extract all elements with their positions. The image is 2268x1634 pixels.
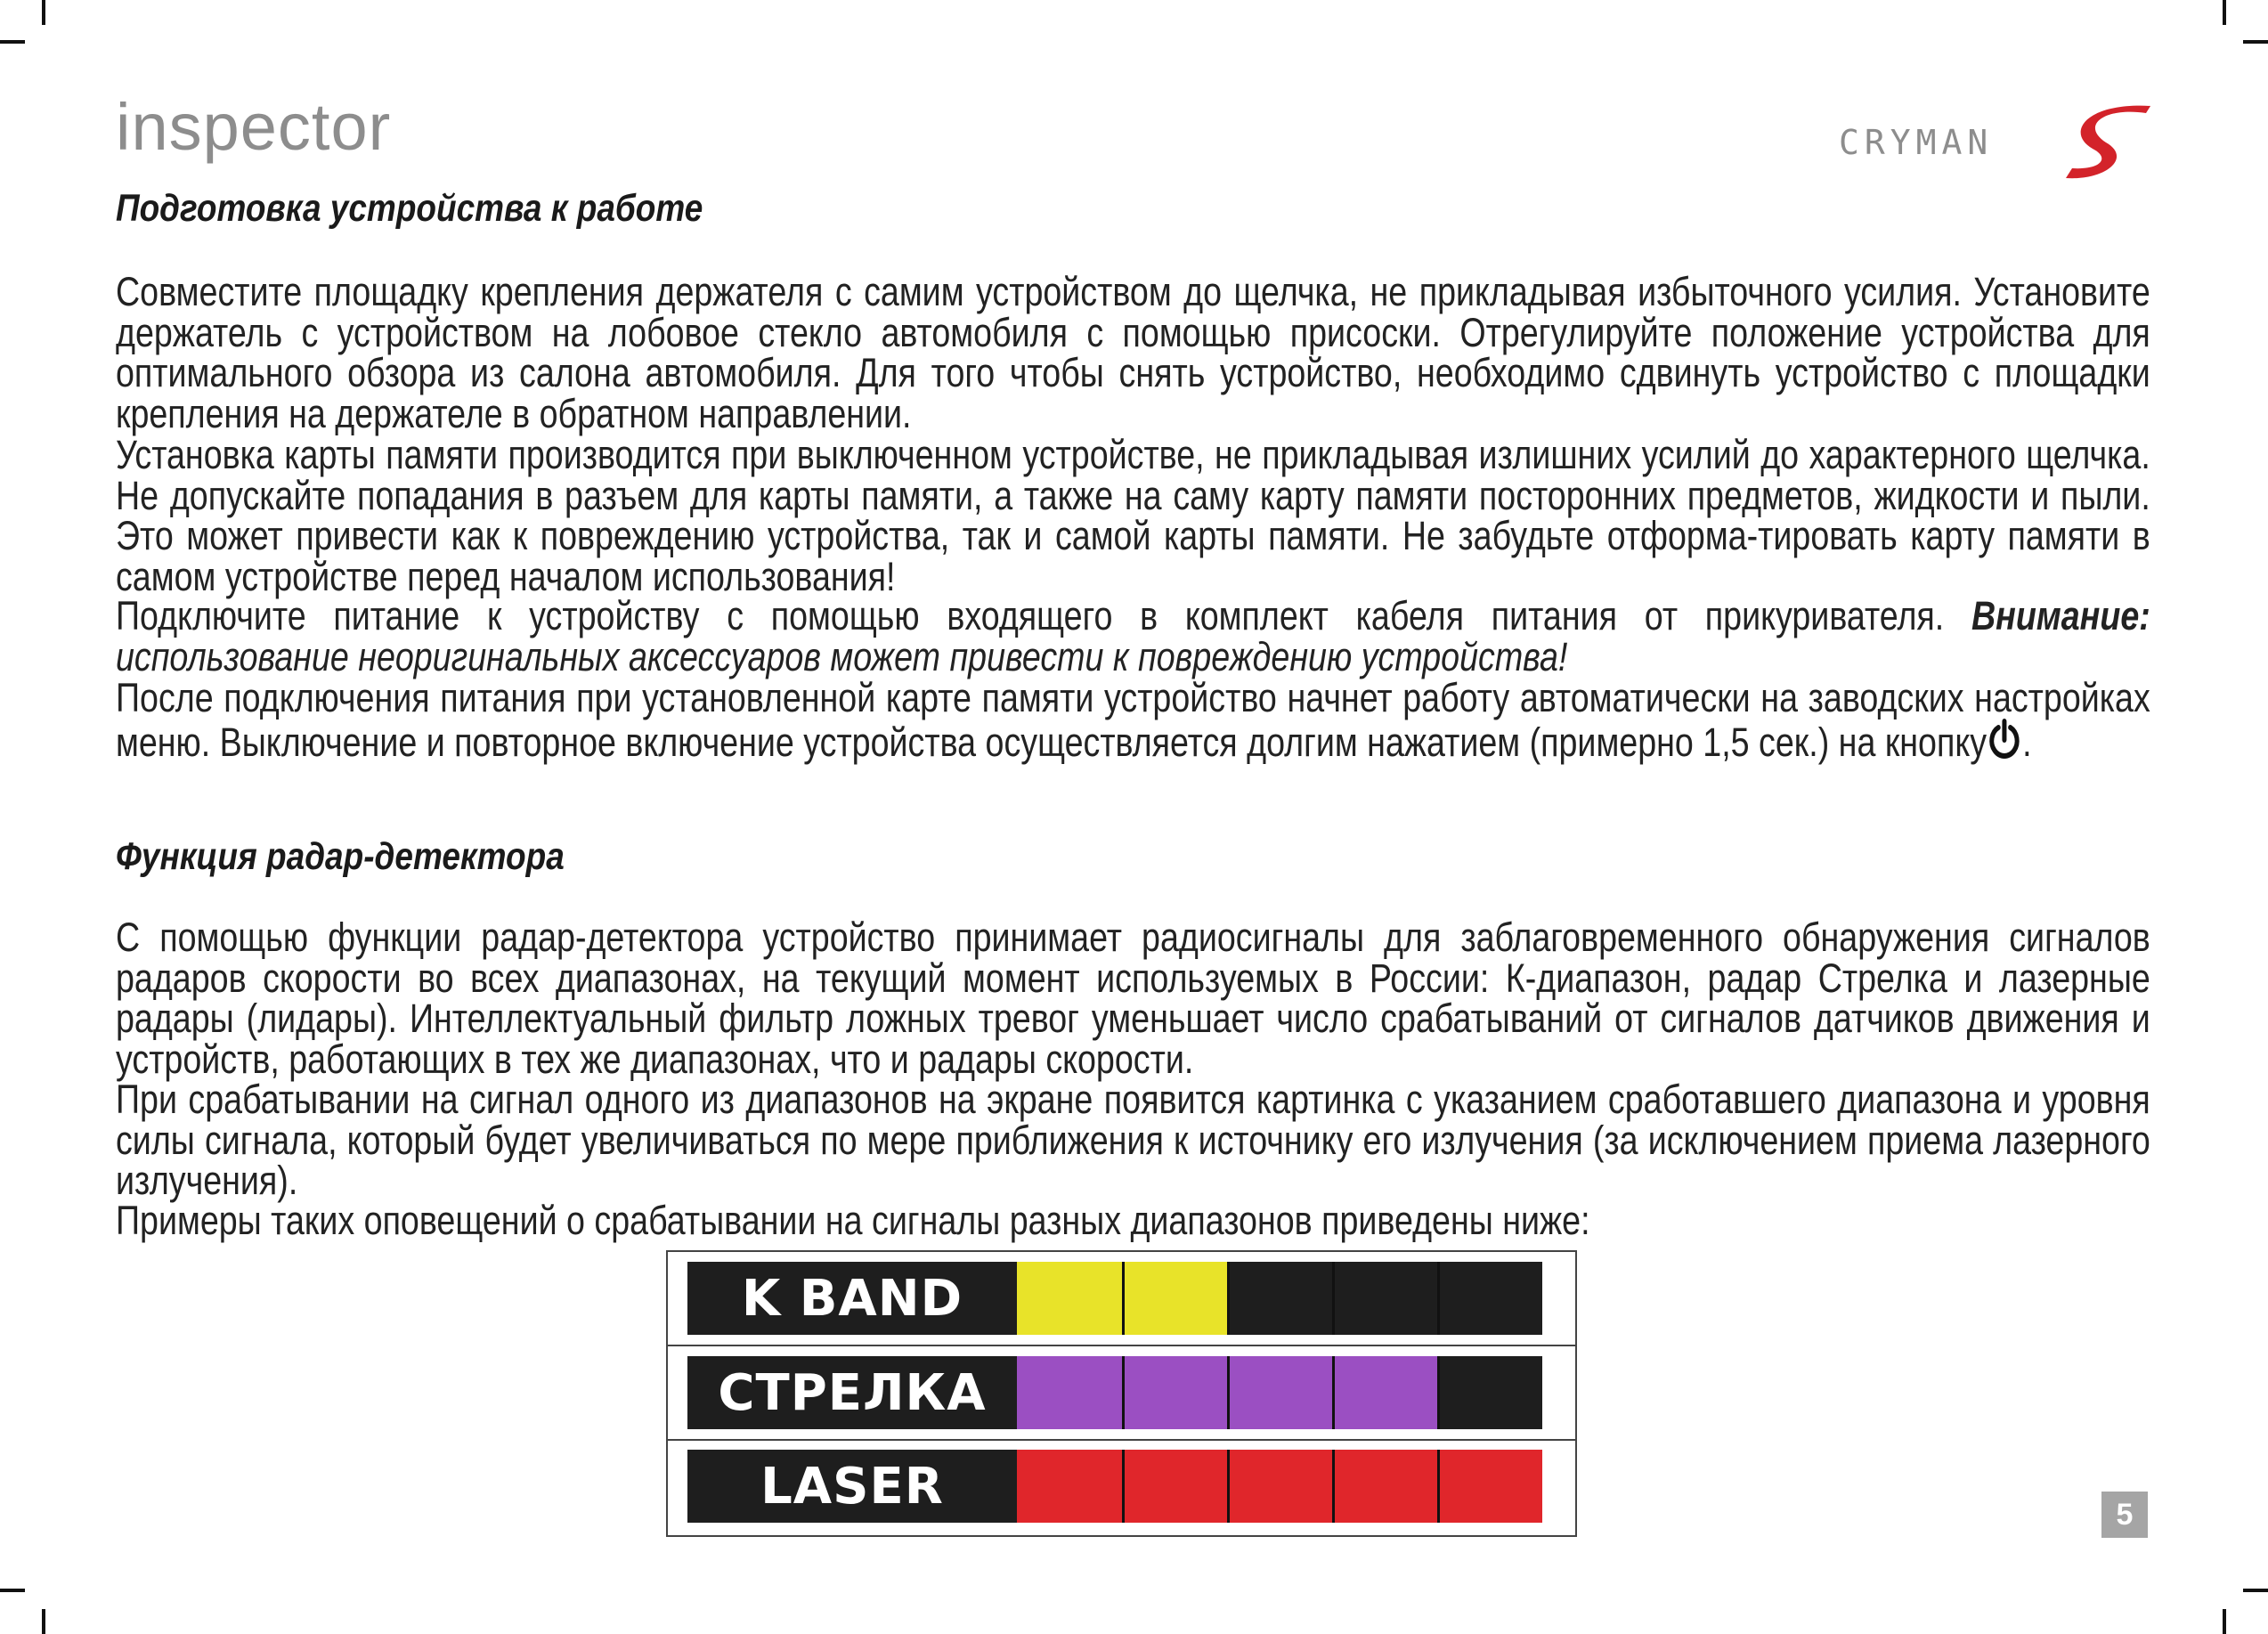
signal-segment (1227, 1356, 1332, 1429)
signal-segment (1017, 1450, 1122, 1523)
crop-mark-top-right-h (2243, 40, 2268, 44)
paragraph-power (116, 593, 2150, 679)
startup-text: После подключения питания при установленной карте памяти устройство начнет работу автоматически на заводских настройках меню. Выключение и повторное включение устройства осуществляется долгим нажатием (примерно 1,5 сек.) на кнопку (116, 675, 2150, 765)
band-row-strelka (687, 1356, 1554, 1429)
signal-segment (1437, 1356, 1542, 1429)
crop-mark-top-left-h (0, 40, 25, 44)
crop-mark-top-left-v (42, 0, 45, 25)
crop-mark-top-right-v (2223, 0, 2226, 25)
signal-segment (1332, 1356, 1437, 1429)
signal-segment (1122, 1356, 1227, 1429)
crop-mark-bottom-right-h (2243, 1589, 2268, 1592)
band-row-laser (687, 1450, 1554, 1523)
warning-label: Внимание: (1971, 593, 2150, 638)
band-label-k: K BAND (687, 1262, 1017, 1335)
signal-segment (1017, 1356, 1122, 1429)
cryman-s-logo (1839, 102, 2159, 191)
power-icon (1988, 719, 2021, 768)
crop-mark-bottom-left-h (0, 1589, 25, 1592)
signal-segment (1122, 1450, 1227, 1523)
page-number-badge: 5 (2101, 1492, 2148, 1538)
paragraph-radar-intro: С помощью функции радар-детектора устройство принимает радиосигналы для заблаговременного обнаружения сигналов радаров скорости во всех диапазонах, на текущий момент используемых в России: К-диапазон, радар Стрелка и лазерные радары (лидары). Интеллектуальный фильтр ложных тревог уменьшает число срабатываний от сигналов датчиков движения и устройств, работающих в тех же диапазонах, что и радары скорости. (116, 915, 2150, 1082)
row-divider (668, 1439, 1575, 1441)
section-title-preparation: Подготовка устройства к работе (116, 187, 703, 230)
signal-segment (1122, 1262, 1227, 1335)
paragraph-radar-trigger: При срабатывании на сигнал одного из диапазонов на экране появится картинка с указанием сработавшего диапазона и уровня силы сигнала, который будет увеличиваться по мере приближения к источнику его излучения (за исключением приема лазерного излучения). (116, 1077, 2150, 1203)
svg-text:CRYMAN: CRYMAN (1839, 123, 1994, 162)
section-title-radar: Функция радар-детектора (116, 835, 565, 878)
warning-text: использование неоригинальных аксессуаров может привести к повреждению устройства! (116, 633, 1568, 679)
signal-segment (1332, 1450, 1437, 1523)
signal-segment (1332, 1262, 1437, 1335)
signal-segment (1437, 1262, 1542, 1335)
signal-segment (1227, 1450, 1332, 1523)
startup-period: . (2022, 719, 2032, 765)
paragraph-memory-card: Установка карты памяти производится при выключенном устройстве, не прикладывая излишних усилий до характерного щелчка. Не допускайте попадания в разъем для карты памяти, а также на саму карту памяти посторонних предметов, жидкости и пыли. Это может привести как к повреждению устройства, так и самой карты памяти. Не забудьте отформа-тировать карту памяти в самом устройстве перед началом использования! (116, 432, 2150, 599)
signal-segment (1437, 1450, 1542, 1523)
power-text: Подключите питание к устройству с помощью входящего в комплект кабеля питания от прикуривателя. (116, 593, 1945, 638)
row-divider (668, 1345, 1575, 1346)
paragraph-mount: Совместите площадку крепления держателя с самим устройством до щелчка, не прикладывая избыточного усилия. Установите держатель с устройством на лобовое стекло автомобиля с помощью присоски. Отрегулируйте положение устройства для оптимального обзора из салона автомобиля. Для того чтобы снять устройство, необходимо сдвинуть устройство с площадки крепления на держателе в обратном направлении. (116, 269, 2150, 436)
signal-segment (1017, 1262, 1122, 1335)
crop-mark-bottom-right-v (2223, 1609, 2226, 1634)
signal-segment (1227, 1262, 1332, 1335)
band-indicator-table (666, 1250, 1577, 1537)
paragraph-startup (116, 675, 2150, 768)
crop-mark-bottom-left-v (42, 1609, 45, 1634)
band-label-laser: LASER (687, 1450, 1017, 1523)
band-row-k (687, 1262, 1554, 1335)
band-label-strelka: СТРЕЛКА (687, 1356, 1017, 1429)
inspector-logo: inspector (116, 90, 392, 164)
paragraph-examples: Примеры таких оповещений о срабатывании на сигналы разных диапазонов приведены ниже: (116, 1198, 1590, 1243)
